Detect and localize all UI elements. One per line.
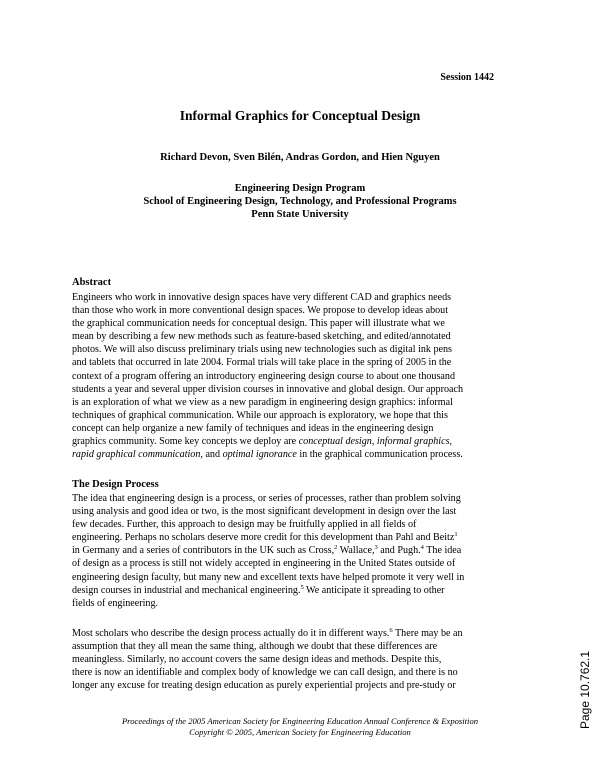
page-number: Page 10.762.1 (578, 650, 592, 729)
abstract-line: techniques of graphical communication. While our approach is exploratory, we hope that this (72, 409, 448, 421)
body-line: longer any excuse for treating design education as purely experiential projects and pre-study or (72, 680, 456, 692)
footnote-ref: 1 (454, 531, 458, 539)
body-line: meaningless. Similarly, no account covers the same design ideas and methods. Despite this, (72, 654, 442, 666)
concept-separator: , and (200, 449, 223, 461)
abstract-line: mean by describing a few new methods such as feature-based sketching, and edited/annotated (72, 331, 451, 343)
affiliation-university: Penn State University (251, 209, 349, 220)
design-process-heading: The Design Process (72, 479, 159, 490)
concept-informal-graphics: informal graphics (376, 436, 450, 448)
body-line (72, 531, 532, 544)
body-line-text: There may be an (392, 628, 463, 639)
design-process-para-2 (72, 627, 532, 692)
body-line (72, 627, 532, 640)
body-line: of design as a process is still not widely accepted in engineering in the United States outside of (72, 558, 456, 570)
body-line: assumption that they all mean the same thing, although we doubt that these differences are (72, 641, 438, 653)
author-list: Richard Devon, Sven Bilén, Andras Gordon, and Hien Nguyen (160, 152, 440, 163)
concept-conceptual-design: conceptual design (298, 436, 372, 448)
abstract-line-text: graphics community. Some key concepts we deploy are (72, 436, 299, 448)
body-line-text: in Germany and a series of contributors in the UK such as Cross, (72, 545, 335, 557)
body-line: using analysis and good idea or two, is the most significant development in design over the last (72, 506, 457, 518)
body-line-text: and Pugh. (377, 545, 421, 557)
abstract-line: Engineers who work in innovative design spaces have very different CAD and graphics needs (72, 292, 452, 303)
body-line-text: We anticipate it spreading to other (303, 584, 445, 596)
concept-optimal-ignorance: optimal ignorance (222, 449, 297, 461)
affiliation-block (0, 182, 600, 221)
footnote-ref: 4 (420, 544, 424, 552)
abstract-line (72, 448, 532, 461)
body-line (72, 584, 532, 597)
body-line: there is now an identifiable and complex body of knowledge we can call design, and there is no (72, 667, 458, 679)
affiliation-school: School of Engineering Design, Technology, and Professional Programs (143, 196, 457, 207)
abstract-line: the graphical communication needs for conceptual design. This paper will illustrate what we (72, 318, 445, 330)
abstract-line: context of a program offering an introductory engineering design course to about one thousand (72, 370, 455, 382)
body-line-text: engineering. Perhaps no scholars deserve more credit for this development than Pahl and Beitz (72, 532, 455, 544)
body-line-text: Wallace, (337, 545, 375, 557)
footnote-ref: 3 (374, 544, 378, 552)
abstract-line (72, 435, 532, 448)
body-line: The idea that engineering design is a process, or series of processes, rather than problem solving (72, 493, 461, 504)
concept-separator: , (449, 436, 453, 448)
footnote-ref: 2 (334, 544, 338, 552)
body-line-text: design courses in industrial and mechanical engineering. (72, 584, 301, 596)
abstract-line: is an exploration of what we view as a new paradigm in engineering design graphics: informal (72, 396, 453, 408)
affiliation-program: Engineering Design Program (234, 183, 366, 194)
footnote-ref: 5 (300, 583, 304, 591)
body-line-text: The idea (423, 545, 462, 557)
concept-rapid-graphical-communication: rapid graphical communication (72, 449, 201, 461)
abstract-heading: Abstract (72, 277, 112, 288)
body-line: engineering design faculty, but many new and excellent texts have helped promote it very well in (72, 571, 465, 583)
footnote-ref: 6 (389, 627, 393, 634)
abstract-line: students a year and several upper division courses in innovative and global design. Our approach (72, 383, 464, 395)
body-line: fields of engineering. (72, 597, 159, 609)
abstract-body (72, 291, 532, 461)
paper-title: Informal Graphics for Conceptual Design (179, 108, 421, 123)
body-line (72, 544, 532, 557)
proceedings-line: Proceedings of the 2005 American Society for Engineering Education Annual Conference & Exposition (121, 716, 479, 726)
abstract-line: concept can help organize a new family of techniques and ideas in the engineering design (72, 422, 434, 434)
concept-separator: , (371, 436, 377, 448)
abstract-tail: in the graphical communication process. (296, 449, 463, 461)
body-line-text: Most scholars who describe the design process actually do it in different ways. (72, 628, 390, 639)
copyright-line: Copyright © 2005, American Society for Engineering Education (189, 727, 411, 737)
abstract-line: photos. We will also discuss preliminary trials using new technologies such as digital ink pens (72, 344, 452, 356)
abstract-line: and tablets that occurred in late 2004. Formal trials will take place in the spring of 2005 in the (72, 357, 452, 369)
design-process-para-1 (72, 492, 532, 610)
abstract-line: than those who work in more conventional design spaces. We propose to develop ideas about (72, 305, 449, 317)
session-label: Session 1442 (440, 72, 494, 83)
page-footer (0, 716, 600, 738)
body-line: few decades. Further, this approach to design may be fruitfully applied in all fields of (72, 519, 417, 531)
